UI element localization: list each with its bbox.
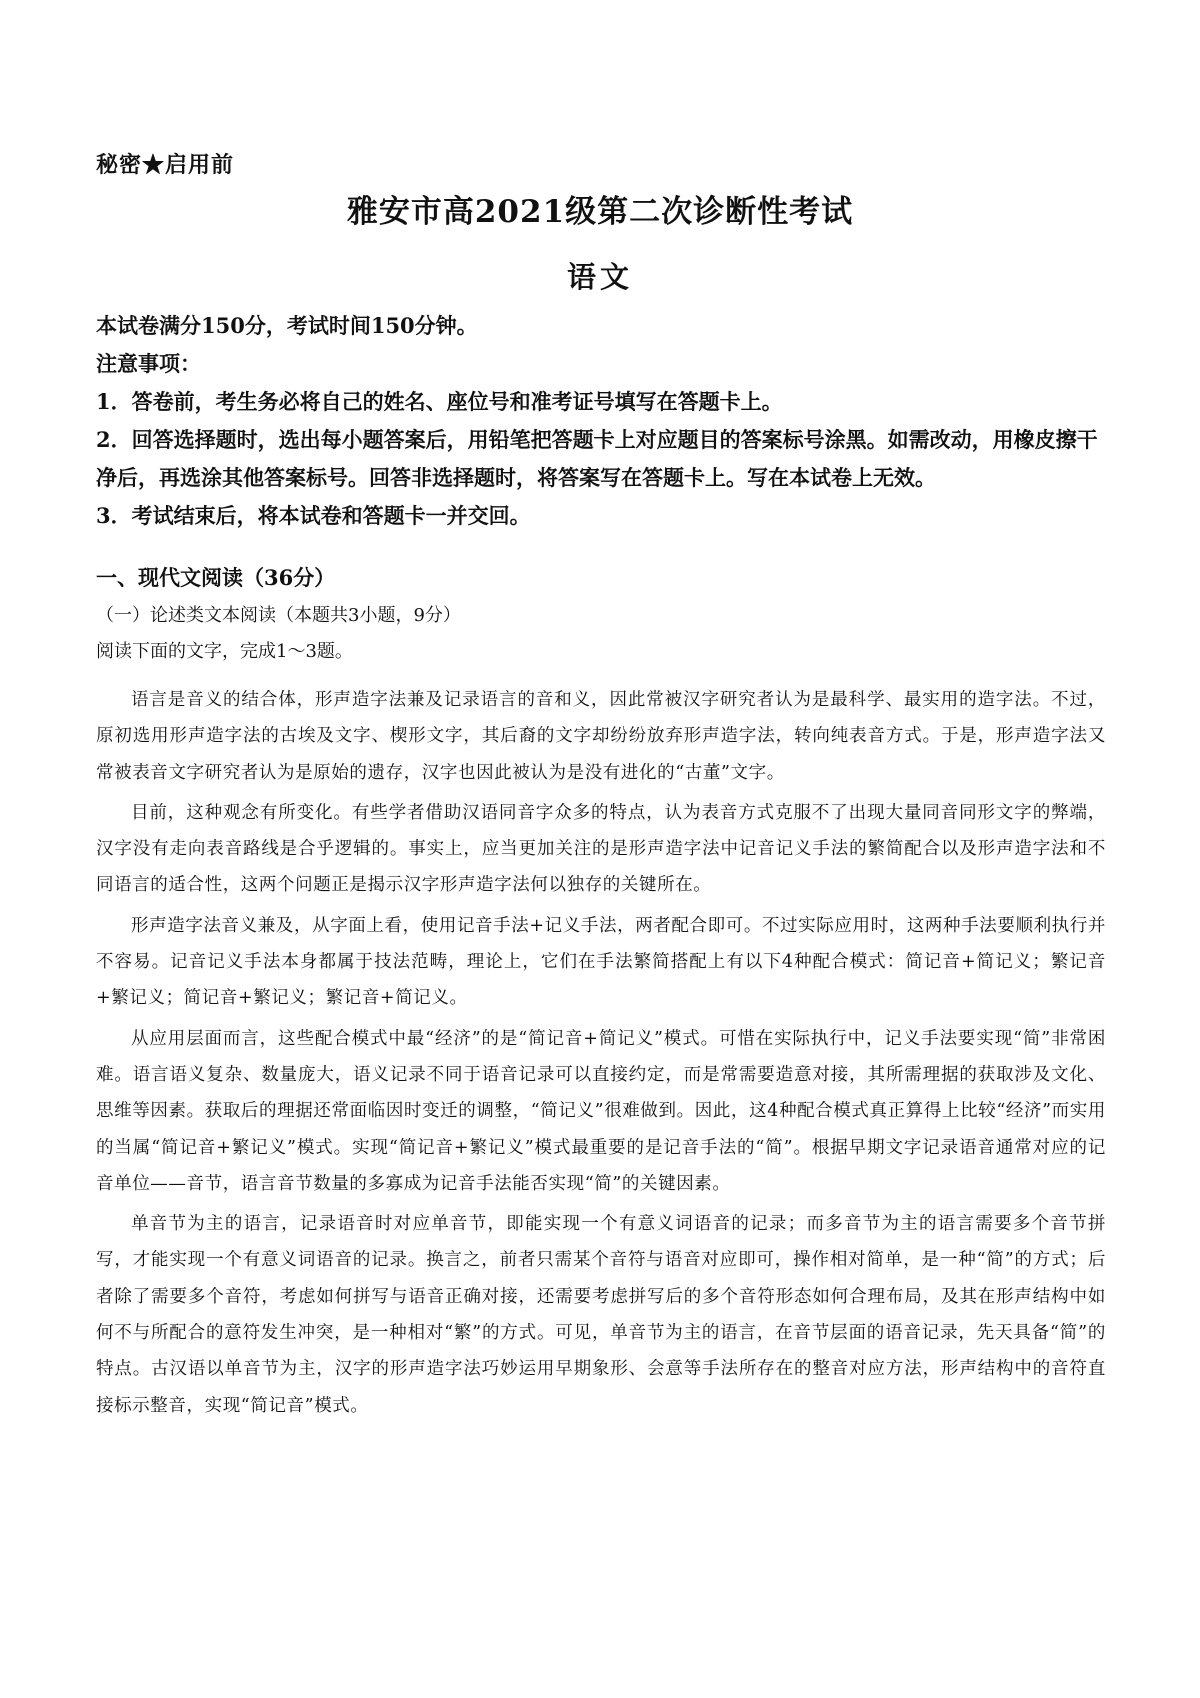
reading-passage: [96, 682, 1106, 1428]
note-item-2: 2．回答选择题时，选出每小题答案后，用铅笔把答题卡上对应题目的答案标号涂黑。如需改动，用橡皮擦干净后，再选涂其他答案标号。回答非选择题时，将答案写在答题卡上。写在本试卷上无效。: [96, 427, 1098, 490]
passage-paragraph-4: 从应用层面而言，这些配合模式中最“经济”的是“简记音+简记义”模式。可惜在实际执行中，记义手法要实现“简”非常困难。语言语义复杂、数量庞大，语义记录不同于语音记录可以直接约定，而是常需要造意对接，其所需理据的获取涉及文化、思维等因素。获取后的理据还常面临因时变迁的调整，“简记义”很难做到。因此，这4种配合模式真正算得上比较“经济”而实用的当属“简记音+繁记义”模式。实现“简记音+繁记义”模式最重要的是记音手法的“简”。根据早期文字记录语音通常对应的记音单位——音节，语言音节数量的多寡成为记音手法能否实现“简”的关键因素。: [96, 1028, 1106, 1194]
passage-paragraph-2: 目前，这种观念有所变化。有些学者借助汉语同音字众多的特点，认为表音方式克服不了出现大量同音同形文字的弊端，汉字没有走向表音路线是合乎逻辑的。事实上，应当更加关注的是形声造字法中记音记义手法的繁简配合以及形声造字法和不同语言的适合性，这两个问题正是揭示汉字形声造字法何以独存的关键所在。: [96, 802, 1106, 896]
notes-heading: 注意事项：: [96, 351, 201, 376]
section-title: 一、现代文阅读（36分）: [96, 565, 336, 590]
note-item-1: 1．答卷前，考生务必将自己的姓名、座位号和准考证号填写在答题卡上。: [96, 389, 783, 414]
subsection-title: （一）论述类文本阅读（本题共3小题，9分）: [96, 605, 461, 626]
secret-mark: 秘密★启用前: [96, 152, 235, 178]
passage-paragraph-3: 形声造字法音义兼及，从字面上看，使用记音手法+记义手法，两者配合即可。不过实际应用时，这两种手法要顺利执行并不容易。记音记义手法本身都属于技法范畴，理论上，它们在手法繁简搭配上有以下4种配合模式：简记音+简记义；繁记音+繁记义；简记音+繁记义；繁记音+简记义。: [96, 915, 1106, 1009]
passage-paragraph-5: 单音节为主的语言，记录语音时对应单音节，即能实现一个有意义词语音的记录；而多音节为主的语言需要多个音节拼写，才能实现一个有意义词语音的记录。换言之，前者只需某个音符与语音对应即可，操作相对简单，是一种“简”的方式；后者除了需要多个音符，考虑如何拼写与语音正确对接，还需要考虑拼写后的多个音符形态如何合理布局，及其在形声结构中如何不与所配合的意符发生冲突，是一种相对“繁”的方式。可见，单音节为主的语言，在音节层面的语音记录，先天具备“简”的特点。古汉语以单音节为主，汉字的形声造字法巧妙运用早期象形、会意等手法所存在的整音对应方法，形声结构中的音符直接标示整音，实现“简记音”模式。: [96, 1214, 1106, 1416]
score-time-note: 本试卷满分150分，考试时间150分钟。: [96, 313, 478, 338]
subject-title: 语文: [566, 260, 633, 294]
exam-notes: [96, 307, 1106, 535]
exam-title: 雅安市高2021级第二次诊断性考试: [346, 194, 854, 230]
reading-instruction: 阅读下面的文字，完成1～3题。: [96, 641, 353, 662]
note-item-3: 3．考试结束后，将本试卷和答题卡一并交回。: [96, 503, 531, 528]
passage-paragraph-1: 语言是音义的结合体，形声造字法兼及记录语言的音和义，因此常被汉字研究者认为是最科学、最实用的造字法。不过，原初选用形声造字法的古埃及文字、楔形文字，其后裔的文字却纷纷放弃形声造字法，转向纯表音方式。于是，形声造字法又常被表音文字研究者认为是原始的遗存，汉字也因此被认为是没有进化的“古董”文字。: [96, 690, 1106, 783]
